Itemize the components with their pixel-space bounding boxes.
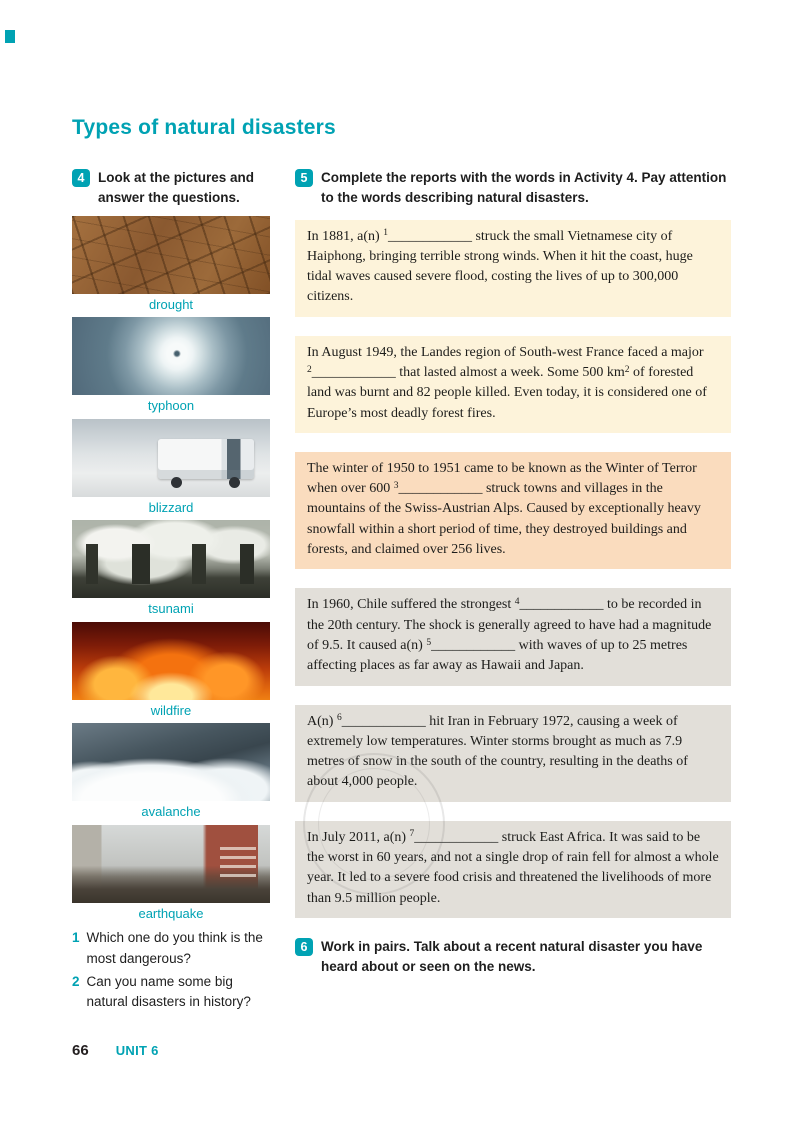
page-number: 66 <box>72 1042 89 1059</box>
wildfire-caption: wildfire <box>150 702 192 718</box>
report-box-1 <box>295 220 731 317</box>
typhoon-caption: typhoon <box>147 398 195 414</box>
activity-4-questions <box>72 928 270 1014</box>
activity-6-header <box>295 937 731 978</box>
tsunami-caption: tsunami <box>148 601 194 617</box>
activity-6-badge: 6 <box>295 938 313 956</box>
tsunami-photo <box>72 520 270 598</box>
blank-number-1: 1 <box>383 228 388 239</box>
report-3-text: The winter of 1950 to 1951 came to be known as the Winter of Terror when over 600 $^3$____________ struck towns and villages in the mountains of the Swiss-Austrian Alps. Caused by exceptionally heavy snowfall within a short period of time, they destroyed buildings and forests, and claimed over 256 lives. <box>307 460 701 558</box>
figure-wildfire <box>72 622 270 719</box>
drought-caption: drought <box>148 296 194 312</box>
avalanche-photo <box>72 723 270 801</box>
question-2-number: 2 <box>72 973 80 989</box>
unit-label: UNIT 6 <box>115 1043 159 1058</box>
activity-6-instruction: Work in pairs. Talk about a recent natural disaster you have heard about or seen on the news. <box>321 938 703 975</box>
question-2 <box>72 972 270 1014</box>
earthquake-caption: earthquake <box>138 906 204 922</box>
report-box-3 <box>295 452 731 569</box>
figure-drought <box>72 216 270 313</box>
activity-5-header <box>295 168 731 209</box>
activity-5-instruction: Complete the reports with the words in Activity 4. Pay attention to the words describing natural disasters. <box>321 170 727 206</box>
report-box-4 <box>295 588 731 685</box>
report-5-text: A(n) $^6$____________ hit Iran in February 1972, causing a week of extremely low temperatures. Winter storms brought as much as 7.9 metres of snow in the south of the country, resulting in the deaths of about 4,000 people. <box>307 713 688 790</box>
report-1-text: In 1881, a(n) $^1$____________ struck the small Vietnamese city of Haiphong, bringing terrible strong winds. When it hit the coast, huge tidal waves caused severe flood, costing the lives of up to 300,000 citizens. <box>307 228 693 305</box>
report-4-text: In 1960, Chile suffered the strongest $^4$____________ to be recorded in the 20th century. The shock is generally agreed to have had a magnitude of 9.5. It caused a(n) $^5$____________ with waves of up to 25 metres affecting places as far away as Hawaii and Japan. <box>307 597 712 674</box>
blank-number-4: 4 <box>514 597 520 608</box>
left-column <box>72 168 270 1015</box>
question-1-text: Which one do you think is the most dangerous? <box>86 929 263 966</box>
activity-4-instruction: Look at the pictures and answer the questions. <box>98 170 255 206</box>
report-box-5 <box>295 705 731 802</box>
avalanche-caption: avalanche <box>141 804 201 820</box>
earthquake-photo <box>72 825 270 903</box>
figure-avalanche <box>72 723 270 820</box>
blank-number-6: 6 <box>336 713 342 724</box>
page-title: Types of natural disasters <box>72 116 336 139</box>
blank-number-2: 2 <box>307 364 312 375</box>
report-6-text: In July 2011, a(n) $^7$____________ struck East Africa. It was said to be the worst in 60 years, and not a single drop of rain fell for almost a whole year. It led to a severe food crisis and threatened the livelihoods of more than 9.5 million people. <box>307 829 719 906</box>
report-box-2 <box>295 336 731 433</box>
blank-number-3: 3 <box>393 480 399 491</box>
blizzard-caption: blizzard <box>148 499 194 515</box>
activity-4-badge: 4 <box>72 169 90 187</box>
page-footer <box>72 1042 159 1059</box>
activity-4-header <box>72 168 270 209</box>
page-edge-mark <box>5 30 15 43</box>
figure-typhoon <box>72 317 270 414</box>
question-1-number: 1 <box>72 929 80 945</box>
drought-photo <box>72 216 270 294</box>
typhoon-photo <box>72 317 270 395</box>
figure-tsunami <box>72 520 270 617</box>
report-box-6 <box>295 821 731 918</box>
disaster-pictures <box>72 216 270 922</box>
blank-number-5: 5 <box>426 637 432 648</box>
report-2-text: In August 1949, the Landes region of South-west France faced a major $^2$____________ that lasted almost a week. Some 500 $km^2$ of forested land was burnt and 82 people killed. Even today, it is considered one of Europe’s most deadly forest fires. <box>307 344 707 421</box>
wildfire-photo <box>72 622 270 700</box>
question-1 <box>72 928 270 970</box>
blank-number-7: 7 <box>409 829 415 840</box>
figure-earthquake <box>72 825 270 922</box>
question-2-text: Can you name some big natural disasters in history? <box>86 973 251 1010</box>
km-squared-exponent: 2 <box>624 364 630 375</box>
activity-5-badge: 5 <box>295 169 313 187</box>
figure-blizzard <box>72 419 270 516</box>
blizzard-photo <box>72 419 270 497</box>
right-column <box>295 168 731 977</box>
